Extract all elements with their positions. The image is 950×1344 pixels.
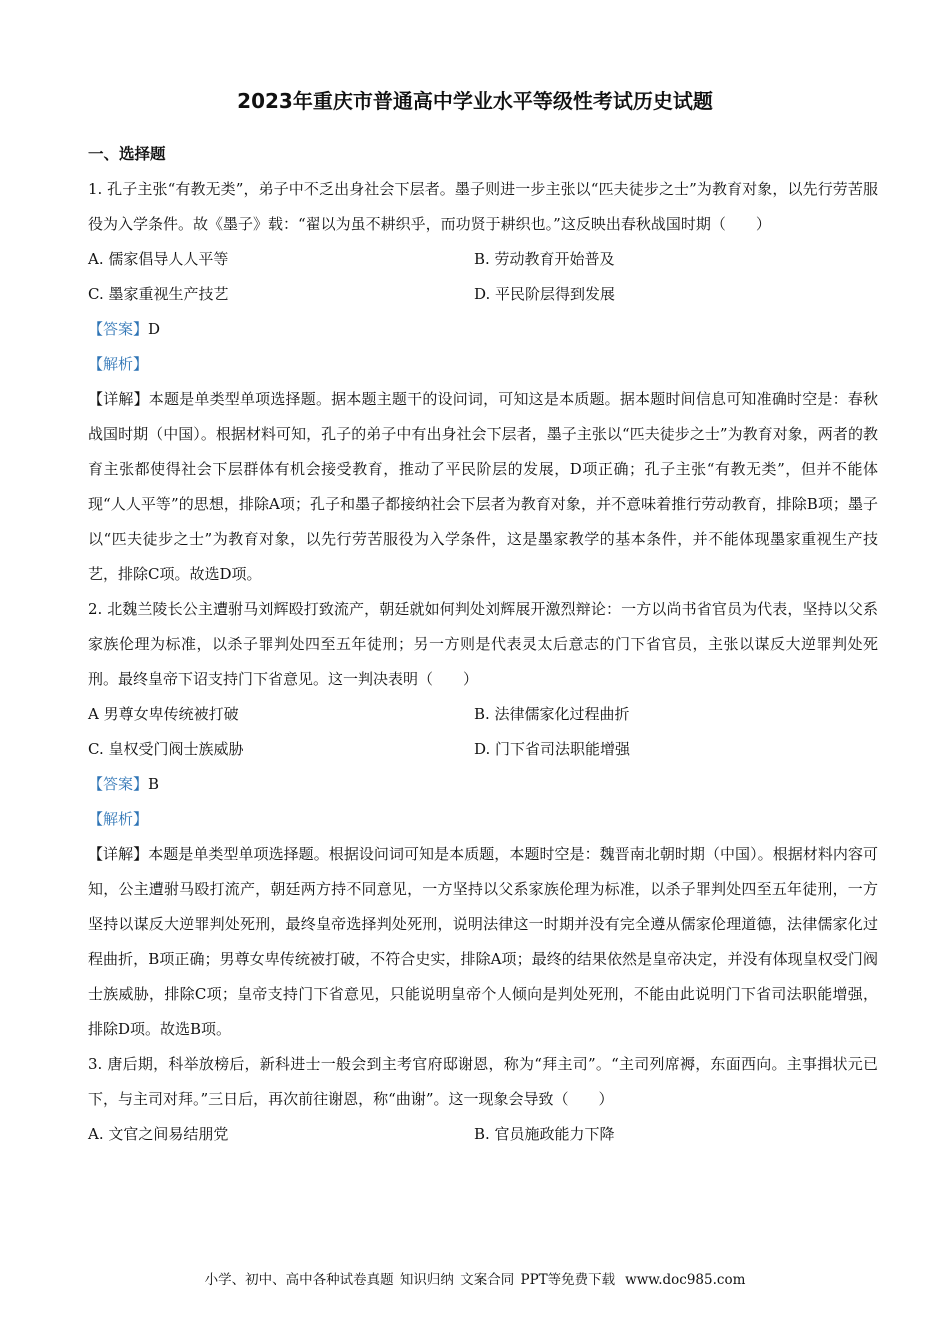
question-1-options-row-2: [88, 277, 878, 312]
question-2-option-c: C. 皇权受门阀士族威胁: [88, 740, 244, 758]
question-1-option-b: B. 劳动教育开始普及: [474, 250, 615, 268]
answer-label: 【答案】: [88, 775, 149, 793]
question-1-option-c: C. 墨家重视生产技艺: [88, 285, 229, 303]
question-1-option-d: D. 平民阶层得到发展: [474, 285, 616, 303]
question-content: [88, 137, 878, 1152]
footer-text: 小学、初中、高中各种试卷真题 知识归纳 文案合同 PPT等免费下载: [204, 1272, 616, 1288]
page-footer: [0, 1270, 950, 1290]
detail-text: 本题是单类型单项选择题。据本题主题干的设问词，可知这是本质题。据本题时间信息可知准确时空是：春秋战国时期（中国）。根据材料可知，孔子的弟子中有出身社会下层者，墨子主张以“匹夫徒步之士”为教育对象，两者的教育主张都使得社会下层群体有机会接受教育，推动了平民阶层的发展，D项正确；孔子主张“有教无类”，但并不能体现“人人平等”的思想，排除A项；孔子和墨子都接纳社会下层者为教育对象，并不意味着推行劳动教育，排除B项；墨子以“匹夫徒步之士”为教育对象，以先行劳苦服役为入学条件，这是墨家教学的基本条件，并不能体现墨家重视生产技艺，排除C项。故选D项。: [88, 390, 878, 583]
question-2-options-row-2: [88, 732, 878, 767]
question-1-stem: 1. 孔子主张“有教无类”，弟子中不乏出身社会下层者。墨子则进一步主张以“匹夫徒步之士”为教育对象，以先行劳苦服役为入学条件。故《墨子》载：“翟以为虽不耕织乎，而功贤于耕织也。”这反映出春秋战国时期（ ）: [88, 180, 878, 233]
answer-value: B: [148, 775, 160, 793]
answer-value: D: [148, 320, 161, 338]
question-2-option-d: D. 门下省司法职能增强: [474, 740, 631, 758]
detail-text: 本题是单类型单项选择题。根据设问词可知是本质题，本题时空是：魏晋南北朝时期（中国）。根据材料内容可知，公主遭驸马殴打流产，朝廷两方持不同意见，一方坚持以父系家族伦理为标准，以杀子罪判处四至五年徒刑，一方坚持以谋反大逆罪判处死刑，最终皇帝选择判处死刑，说明法律这一时期并没有完全遵从儒家伦理道德，法律儒家化过程曲折，B项正确；男尊女卑传统被打破，不符合史实，排除A项；最终的结果依然是皇帝决定，并没有体现皇权受门阀士族威胁，排除C项；皇帝支持门下省意见，只能说明皇帝个人倾向是判处死刑，不能由此说明门下省司法职能增强，排除D项。故选B项。: [88, 845, 878, 1038]
question-2-stem: 2. 北魏兰陵长公主遭驸马刘辉殴打致流产，朝廷就如何判处刘辉展开激烈辩论：一方以尚书省官员为代表，坚持以父系家族伦理为标准，以杀子罪判处四至五年徒刑；另一方则是代表灵太后意志的门下省官员，主张以谋反大逆罪判处死刑。最终皇帝下诏支持门下省意见。这一判决表明（ ）: [88, 600, 878, 688]
question-2-detail: [88, 837, 878, 1047]
question-3-option-b: B. 官员施政能力下降: [474, 1125, 615, 1143]
question-3-stem: 3. 唐后期，科举放榜后，新科进士一般会到主考官府邸谢恩，称为“拜主司”。“主司列席褥，东面西向。主事揖状元已下，与主司对拜。”三日后，再次前往谢恩，称“曲谢”。这一现象会导致（ ）: [88, 1055, 878, 1108]
answer-label: 【答案】: [88, 320, 149, 338]
section-heading: 一、选择题: [88, 145, 166, 163]
question-1-detail: [88, 382, 878, 592]
question-3-options-row-1: [88, 1117, 878, 1152]
page-title: 2023年重庆市普通高中学业水平等级性考试历史试题: [237, 89, 713, 113]
question-1-answer: [88, 312, 878, 347]
detail-label: 【详解】: [88, 845, 149, 863]
question-2-options-row-1: [88, 697, 878, 732]
question-2-option-b: B. 法律儒家化过程曲折: [474, 705, 630, 723]
question-1-option-a: A. 儒家倡导人人平等: [88, 250, 229, 268]
question-1-analysis-label: 【解析】: [88, 355, 149, 373]
question-2-answer: [88, 767, 878, 802]
question-2-option-a: A 男尊女卑传统被打破: [88, 705, 239, 723]
detail-label: 【详解】: [88, 390, 149, 408]
footer-site-link[interactable]: www.doc985.com: [625, 1272, 746, 1288]
question-3-option-a: A. 文官之间易结朋党: [88, 1125, 229, 1143]
question-2-analysis-label: 【解析】: [88, 810, 149, 828]
question-1-options-row-1: [88, 242, 878, 277]
